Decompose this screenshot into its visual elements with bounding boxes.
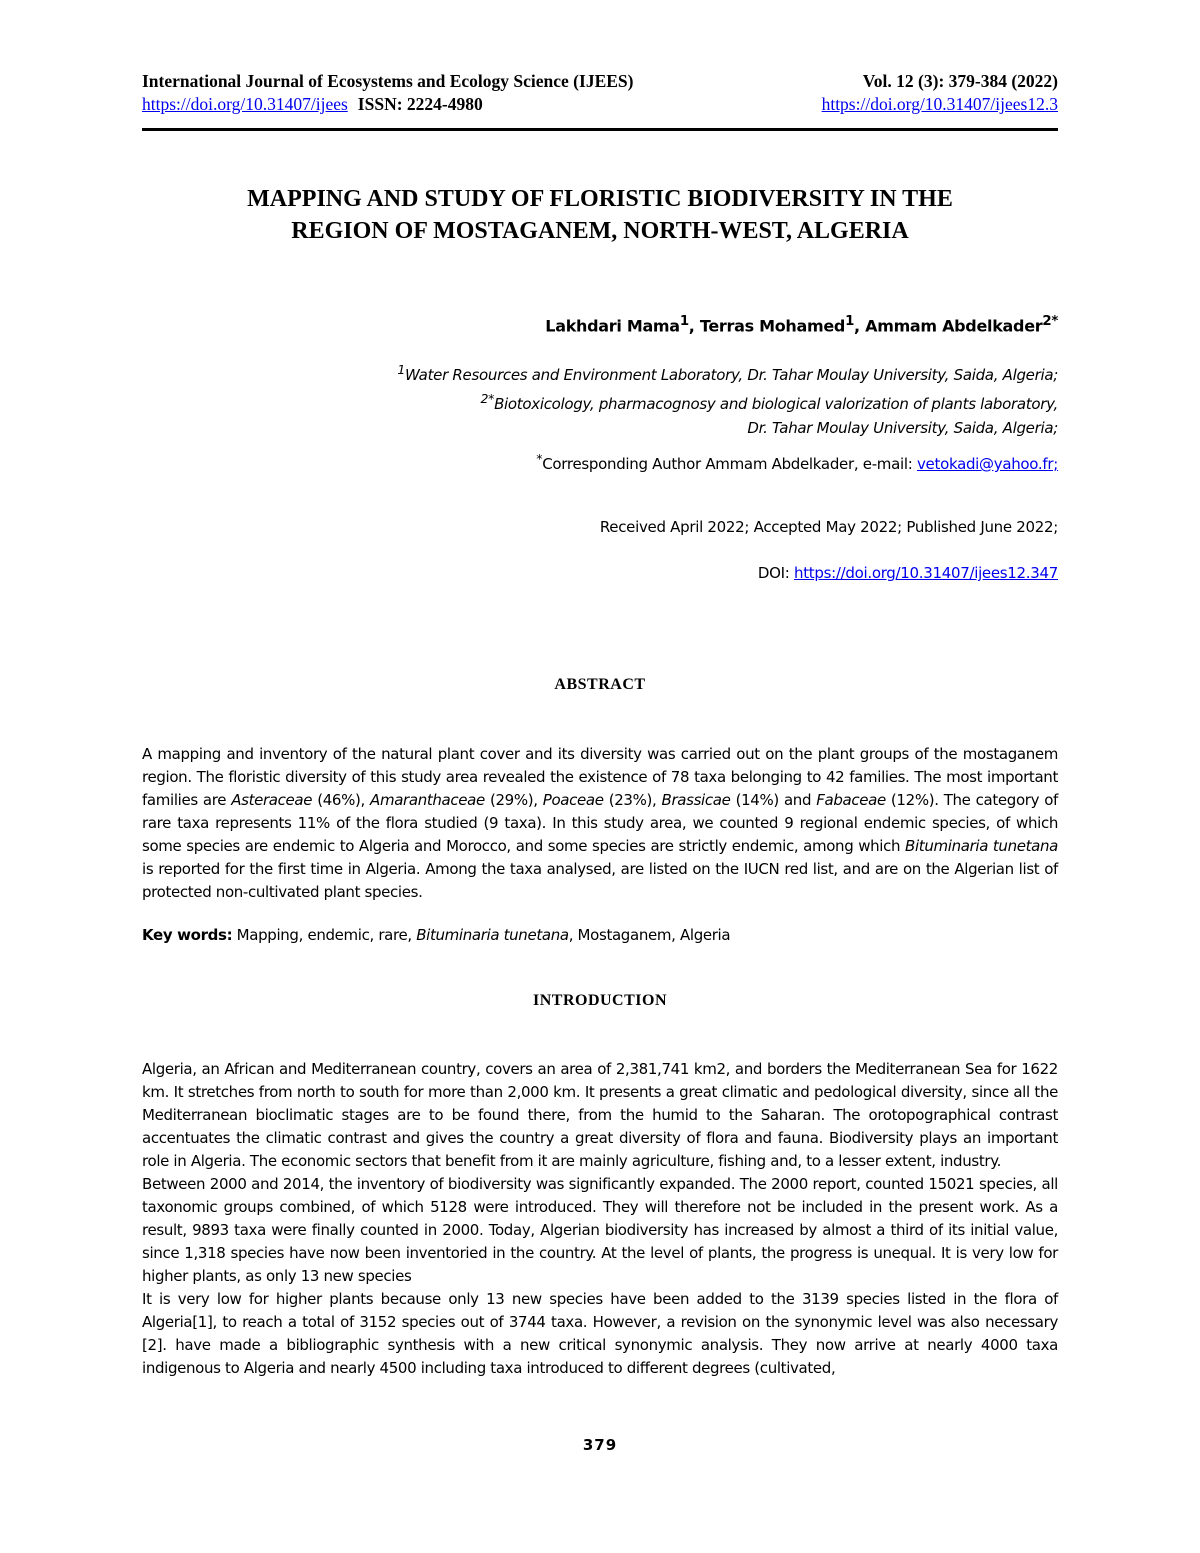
family-amaranthaceae: Amaranthaceae (370, 791, 485, 809)
publication-dates: Received April 2022; Accepted May 2022; Published June 2022; (599, 518, 1058, 536)
author-list (545, 314, 1058, 335)
species-bituminaria: Bituminaria tunetana (905, 837, 1059, 855)
doi-link[interactable]: https://doi.org/10.31407/ijees12.347 (794, 564, 1058, 582)
journal-name: International Journal of Ecosystems and Ecology Science (IJEES) (142, 71, 634, 91)
intro-paragraph-3: It is very low for higher plants because only 13 new species have been added to the 3139 species listed in the flora of Algeria[1], to reach a total of 3152 species out of 3744 taxa. However, a revision on the synonymic level was also necessary [2]. have made a bibliographic synthesis with a new critical synonymic analysis. They now arrive at nearly 4000 taxa indigenous to Algeria and nearly 4500 including taxa introduced to different degrees (cultivated, (142, 1290, 1058, 1377)
volume-info: Vol. 12 (3): 379-384 (2022) (862, 71, 1058, 91)
abstract-fragment: (23%), (603, 791, 662, 809)
journal-header (142, 70, 1058, 116)
affiliation-2-text: Biotoxicology, pharmacognosy and biological valorization of plants laboratory, (494, 395, 1058, 413)
author-1: Lakhdari Mama (545, 316, 680, 336)
author-1-sup: 1 (679, 314, 689, 329)
abstract-fragment: is reported for the first time in Algeria. Among the taxa analysed, are listed on the IUCN red list, and are on the Algerian list of protected non-cultivated plant species. (142, 860, 1058, 901)
keywords-species: Bituminaria tunetana (416, 926, 569, 944)
affiliation-1-text: Water Resources and Environment Laboratory, Dr. Tahar Moulay University, Saida, Algeria; (404, 366, 1058, 384)
affiliation-2-cont: Dr. Tahar Moulay University, Saida, Algeria; (747, 419, 1058, 437)
family-asteraceae: Asteraceae (231, 791, 313, 809)
keywords-label: Key words: (142, 926, 233, 944)
abstract-fragment: (29%), (484, 791, 543, 809)
affiliation-1-sup: 1 (397, 362, 405, 377)
email-link[interactable]: vetokadi@yahoo.fr; (916, 455, 1058, 473)
corresponding-text: Corresponding Author Ammam Abdelkader, e-mail: (542, 455, 917, 473)
abstract-heading: ABSTRACT (554, 676, 646, 693)
header-row-2 (142, 93, 1058, 116)
author-3-sup: 2* (1042, 314, 1058, 329)
affiliation-2-sup: 2* (480, 391, 495, 406)
article-url-link[interactable]: https://doi.org/10.31407/ijees12.3 (821, 94, 1058, 114)
doi-line (758, 564, 1058, 582)
author-sep: , (688, 316, 700, 336)
keywords-fragment: Mapping, endemic, rare, (232, 926, 417, 944)
title-line-2: REGION OF MOSTAGANEM, NORTH-WEST, ALGERIA (291, 218, 909, 244)
abstract-fragment: (14%) and (730, 791, 817, 809)
author-2-sup: 1 (845, 314, 855, 329)
family-poaceae: Poaceae (542, 791, 604, 809)
introduction-body (142, 1058, 1058, 1380)
affiliation-1 (397, 358, 1058, 387)
author-sep: , (854, 316, 866, 336)
abstract-fragment: (46%), (312, 791, 371, 809)
keywords (142, 924, 1058, 947)
title-line-1: MAPPING AND STUDY OF FLORISTIC BIODIVERSITY IN THE (247, 186, 953, 212)
intro-paragraph-2: Between 2000 and 2014, the inventory of biodiversity was significantly expanded. The 2000 report, counted 15021 species, all taxonomic groups combined, of which 5128 were introduced. They will therefore not be included in the present work. As a result, 9893 taxa were finally counted in 2000. Today, Algerian biodiversity has increased by almost a third of its initial value, since 1,318 species have now been inventoried in the country. At the level of plants, the progress is unequal. It is very low for higher plants, as only 13 new species (142, 1175, 1058, 1285)
journal-url-link[interactable]: https://doi.org/10.31407/ijees (142, 94, 348, 114)
intro-paragraph-1: Algeria, an African and Mediterranean country, covers an area of 2,381,741 km2, and borders the Mediterranean Sea for 1622 km. It stretches from north to south for more than 2,000 km. It presents a great climatic and pedological diversity, since all the Mediterranean bioclimatic stages are to be found there, from the humid to the Saharan. The orotopographical contrast accentuates the climatic contrast and gives the country a great diversity of flora and fauna. Biodiversity plays an important role in Algeria. The economic sectors that benefit from it are mainly agriculture, fishing and, to a lesser extent, industry. (142, 1060, 1058, 1170)
abstract-text (142, 743, 1058, 904)
affiliation-2 (397, 387, 1058, 416)
paper-title (142, 183, 1058, 247)
introduction-heading: INTRODUCTION (532, 992, 667, 1009)
keywords-fragment: , Mostaganem, Algeria (568, 926, 731, 944)
page-number: 379 (582, 1436, 618, 1454)
abstract-fragment: (12%). The category of rare taxa represents 11% of the flora studied (9 taxa). In this study area, we counted 9 regional endemic species, of which some species are endemic to Algeria and Morocco, and some species are strictly endemic, among which (142, 791, 1058, 855)
corresponding-sup: * (536, 451, 543, 466)
corresponding-author (536, 451, 1058, 473)
header-divider (142, 128, 1058, 131)
family-fabaceae: Fabaceae (816, 791, 886, 809)
abstract-fragment: A mapping and inventory of the natural plant cover and its diversity was carried out on the plant groups of the mostaganem region. The floristic diversity of this study area revealed the existence of 78 taxa belonging to 42 families. The most important families are (142, 745, 1058, 809)
doi-label: DOI: (757, 564, 795, 582)
issn: ISSN: 2224-4980 (357, 94, 483, 114)
header-row-1 (142, 70, 1058, 93)
header-left (142, 93, 483, 116)
affiliations (397, 358, 1058, 440)
author-2: Terras Mohamed (699, 316, 846, 336)
author-3: Ammam Abdelkader (865, 316, 1043, 336)
family-brassicae: Brassicae (661, 791, 731, 809)
